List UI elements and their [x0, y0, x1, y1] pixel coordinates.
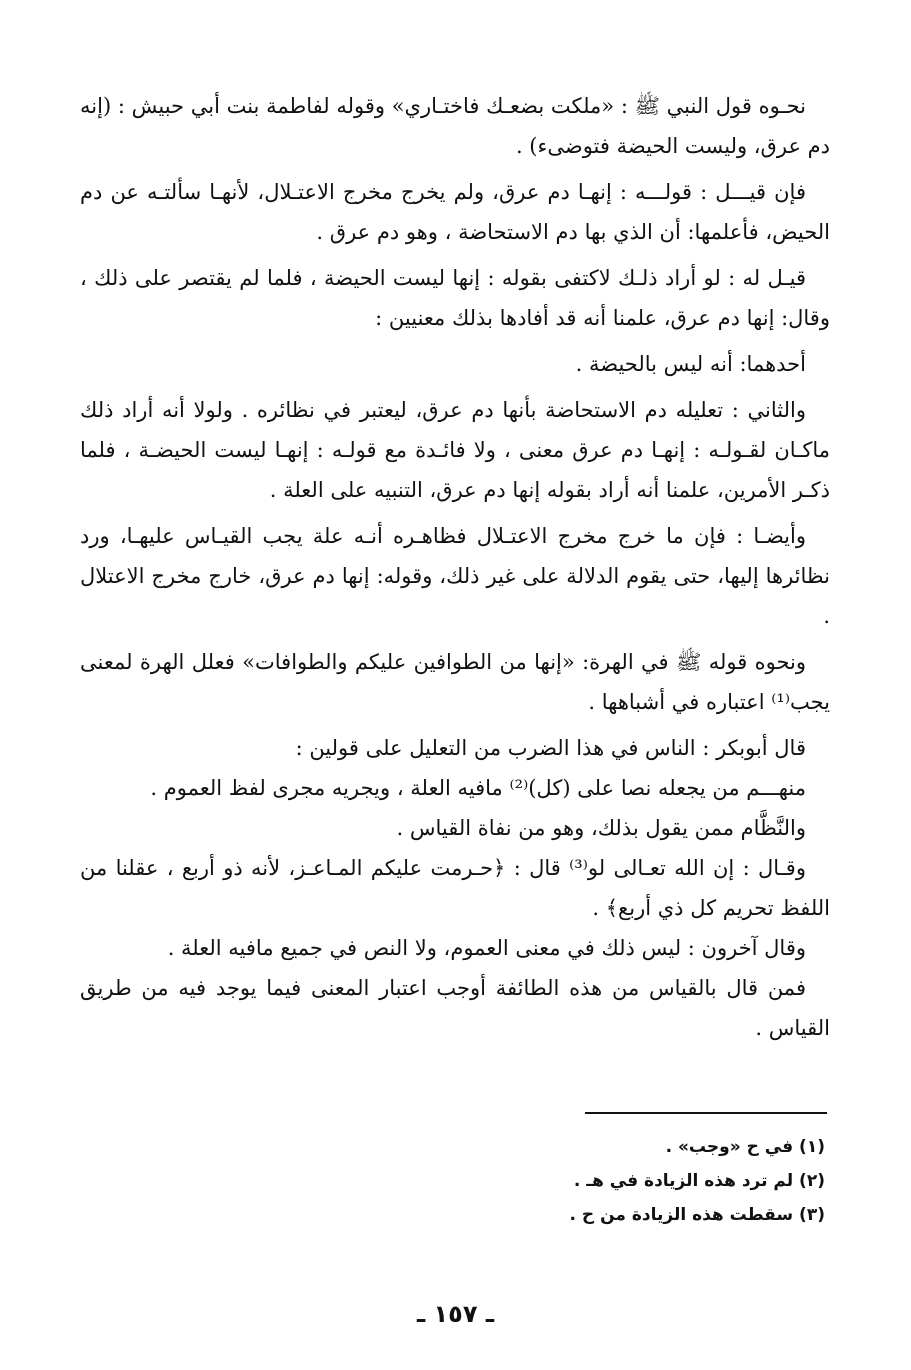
paragraph-6: وأيضـا : فإن ما خرج مخرج الاعتـلال فظاهـره أنـه علة يجب القيـاس عليهـا، ورد نظائرها إليها، حتى يقوم الدلالة على غير ذلك، وقوله: إنها دم عرق، خارج مخرج الاعتلال .	[80, 524, 830, 628]
footnote-2: (٢) لم ترد هذه الزيادة في هـ .	[573, 1171, 825, 1191]
footnote-divider	[585, 1112, 827, 1114]
page-number: ـ ١٥٧ ـ	[416, 1300, 495, 1328]
paragraph-3: قيـل له : لو أراد ذلـك لاكتفى بقوله : إنها ليست الحيضة ، فلما لم يقتصر على ذلك ، وقال: إنها دم عرق، علمنا أنه قد أفادها بذلك معنيين :	[80, 266, 830, 330]
paragraph-2: فإن قيـــل : قولـــه : إنهـا دم عرق، ولم يخرج مخرج الاعتـلال، لأنهـا سألتـه عن دم الحيض، فأعلمها: أن الذي بها دم الاستحاضة ، وهو دم عرق .	[80, 180, 830, 244]
footnote-3: (٣) سقطت هذه الزيادة من ح .	[569, 1205, 825, 1225]
paragraph-9: منهـــم من يجعله نصا على (كل)⁽²⁾ مافيه العلة ، ويجريه مجرى لفظ العموم .	[150, 776, 806, 800]
paragraph-1: نحـوه قول النبي ﷺ : «ملكت بضعـك فاختـاري» وقوله لفاطمة بنت أبي حبيش : (إنه دم عرق، وليست الحيضة فتوضىء) .	[80, 94, 830, 158]
footnotes	[225, 1130, 825, 1232]
paragraph-4: أحدهما: أنه ليس بالحيضة .	[575, 352, 806, 376]
footnote-1: (١) في ح «وجب» .	[665, 1137, 825, 1157]
paragraph-7: ونحوه قوله ﷺ في الهرة: «إنها من الطوافين عليكم والطوافات» فعلل الهرة لمعنى يجب⁽¹⁾ اعتباره في أشباهها .	[80, 650, 830, 714]
paragraph-13: فمن قال بالقياس من هذه الطائفة أوجب اعتبار المعنى فيما يوجد فيه من طريق القياس .	[80, 976, 830, 1040]
paragraph-11: وقـال : إن الله تعـالى لو⁽³⁾ قال : ﴿حـرمت عليكم المـاعـز، لأنه ذو أربع ، عقلنا من اللفظ تحريم كل ذي أربع﴾ .	[80, 856, 830, 920]
paragraph-8: قال أبوبكر : الناس في هذا الضرب من التعليل على قولين :	[295, 736, 806, 760]
paragraph-12: وقال آخرون : ليس ذلك في معنى العموم، ولا النص في جميع مافيه العلة .	[167, 936, 806, 960]
main-text	[80, 86, 830, 1048]
paragraph-10: والنَّظَّام ممن يقول بذلك، وهو من نفاة القياس .	[396, 816, 806, 840]
paragraph-5: والثاني : تعليله دم الاستحاضة بأنها دم عرق، ليعتبر في نظائره . ولولا أنه أراد ذلك ماكـان لقـولـه : إنهـا دم عرق معنى ، ولا فائـدة مع قولـه : إنهـا ليست الحيضـة ، فلما ذكـر الأمرين، علمنا أنه أراد بقوله إنها دم عرق، التنبيه على العلة .	[80, 398, 830, 502]
